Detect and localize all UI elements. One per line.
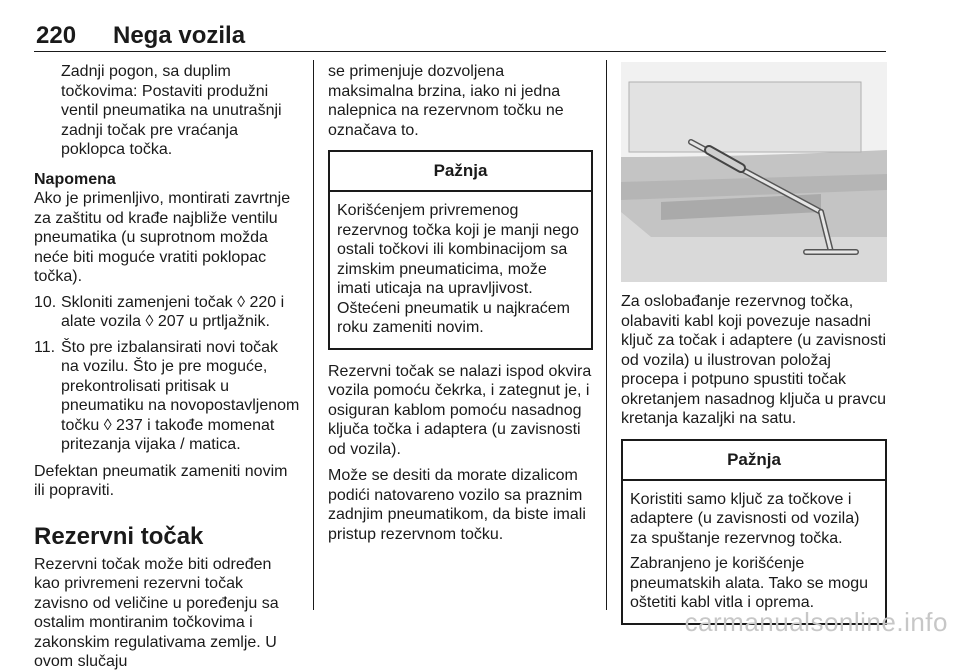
warning-title: Pažnja <box>330 152 591 192</box>
release-paragraph: Za oslobađanje rezervnog točka, olabaviti kabl koji povezuje nasadni ključ za točak i adaptere (u zavisnosti od vozila) u ilustrovan položaj procepa i potpuno spustiti točak okretanjem nasadnog ključa u pravcu kretanja kazaljki na satu. <box>621 293 887 427</box>
section-body: Rezervni točak može biti određen kao privremeni rezervni točak zavisno od veličine u poređenju sa ostalim montiranim točkovima i zakonskim regulativama zemlje. U ovom slučaju <box>34 555 279 670</box>
warning-text: Oštećeni pneumatik u najkraćem roku zameniti novim. <box>337 299 570 336</box>
warning-text: Koristiti samo ključ za točkove i adaptere (u zavisnosti od vozila) za spuštanje rezervnog točka. <box>630 490 860 547</box>
warning-content <box>623 481 885 623</box>
column-2 <box>328 62 593 544</box>
continued-paragraph: se primenjuje dozvoljena maksimalna brzina, iako ni jedna nalepnica na rezervnom točku ne označava to. <box>328 63 564 139</box>
column-3 <box>621 62 887 625</box>
note-title: Napomena <box>34 170 116 188</box>
section-heading: Rezervni točak <box>34 522 204 550</box>
watermark: carmanualsonline.info <box>684 607 948 637</box>
defect-paragraph: Defektan pneumatik zameniti novim ili popraviti. <box>34 462 288 499</box>
dual-wheel-instruction: Zadnji pogon, sa duplim točkovima: Postaviti produžni ventil pneumatika na unutrašnji zadnji točak pre vraćanja poklopca točka. <box>61 63 282 158</box>
column-divider-1 <box>313 60 314 610</box>
warning-content <box>330 192 591 348</box>
column-1 <box>34 62 300 672</box>
wheel-wrench-illustration <box>621 62 887 282</box>
list-item <box>34 293 300 332</box>
list-text: Skloniti zamenjeni točak ◊ 220 i alate vozila ◊ 207 u prtljažnik. <box>61 293 285 330</box>
list-text: Što pre izbalansirati novi točak na vozilu. Što je pre moguće, prekontrolisati pritisak u pneumatiku na novopostavljenom točku ◊ 237 i takođe momenat pritezanja vijaka / matica. <box>61 338 300 453</box>
running-title: Nega vozila <box>113 22 246 49</box>
page-header <box>0 0 960 52</box>
illustration-drawing <box>621 62 887 282</box>
list-item <box>34 338 300 455</box>
list-number: 10. <box>34 293 57 311</box>
warning-text: Zabranjeno je korišćenje pneumatskih alata. Tako se mogu oštetiti kabl vitla i oprema. <box>630 555 869 611</box>
header-rule <box>34 51 886 52</box>
flat-tyre-paragraph: Može se desiti da morate dizalicom podići natovareno vozilo sa praznim zadnjim pneumatikom, da biste imali pristup rezervnom točku. <box>328 467 586 543</box>
note-body: Ako je primenljivo, montirati zavrtnje za zaštitu od krađe najbliže ventilu pneumatika (u suprotnom možda neće biti moguće vratiti poklopac točka). <box>34 190 291 285</box>
warning-box <box>328 150 593 350</box>
list-number: 11. <box>34 338 56 356</box>
page-number: 220 <box>36 22 77 49</box>
column-divider-2 <box>606 60 607 610</box>
warning-title: Pažnja <box>623 441 885 481</box>
warning-text: Korišćenjem privremenog rezervnog točka koji je manji nego ostali točkovi ili kombinacijom sa zimskim pneumaticima, može imati uticaja na upravljivost. <box>337 202 579 297</box>
warning-box <box>621 439 887 625</box>
location-paragraph: Rezervni točak se nalazi ispod okvira vozila pomoću čekrka, i zategnut je, i osiguran kablom pomoću nasadnog ključa točka i adaptera (u zavisnosti od vozila). <box>328 362 592 458</box>
